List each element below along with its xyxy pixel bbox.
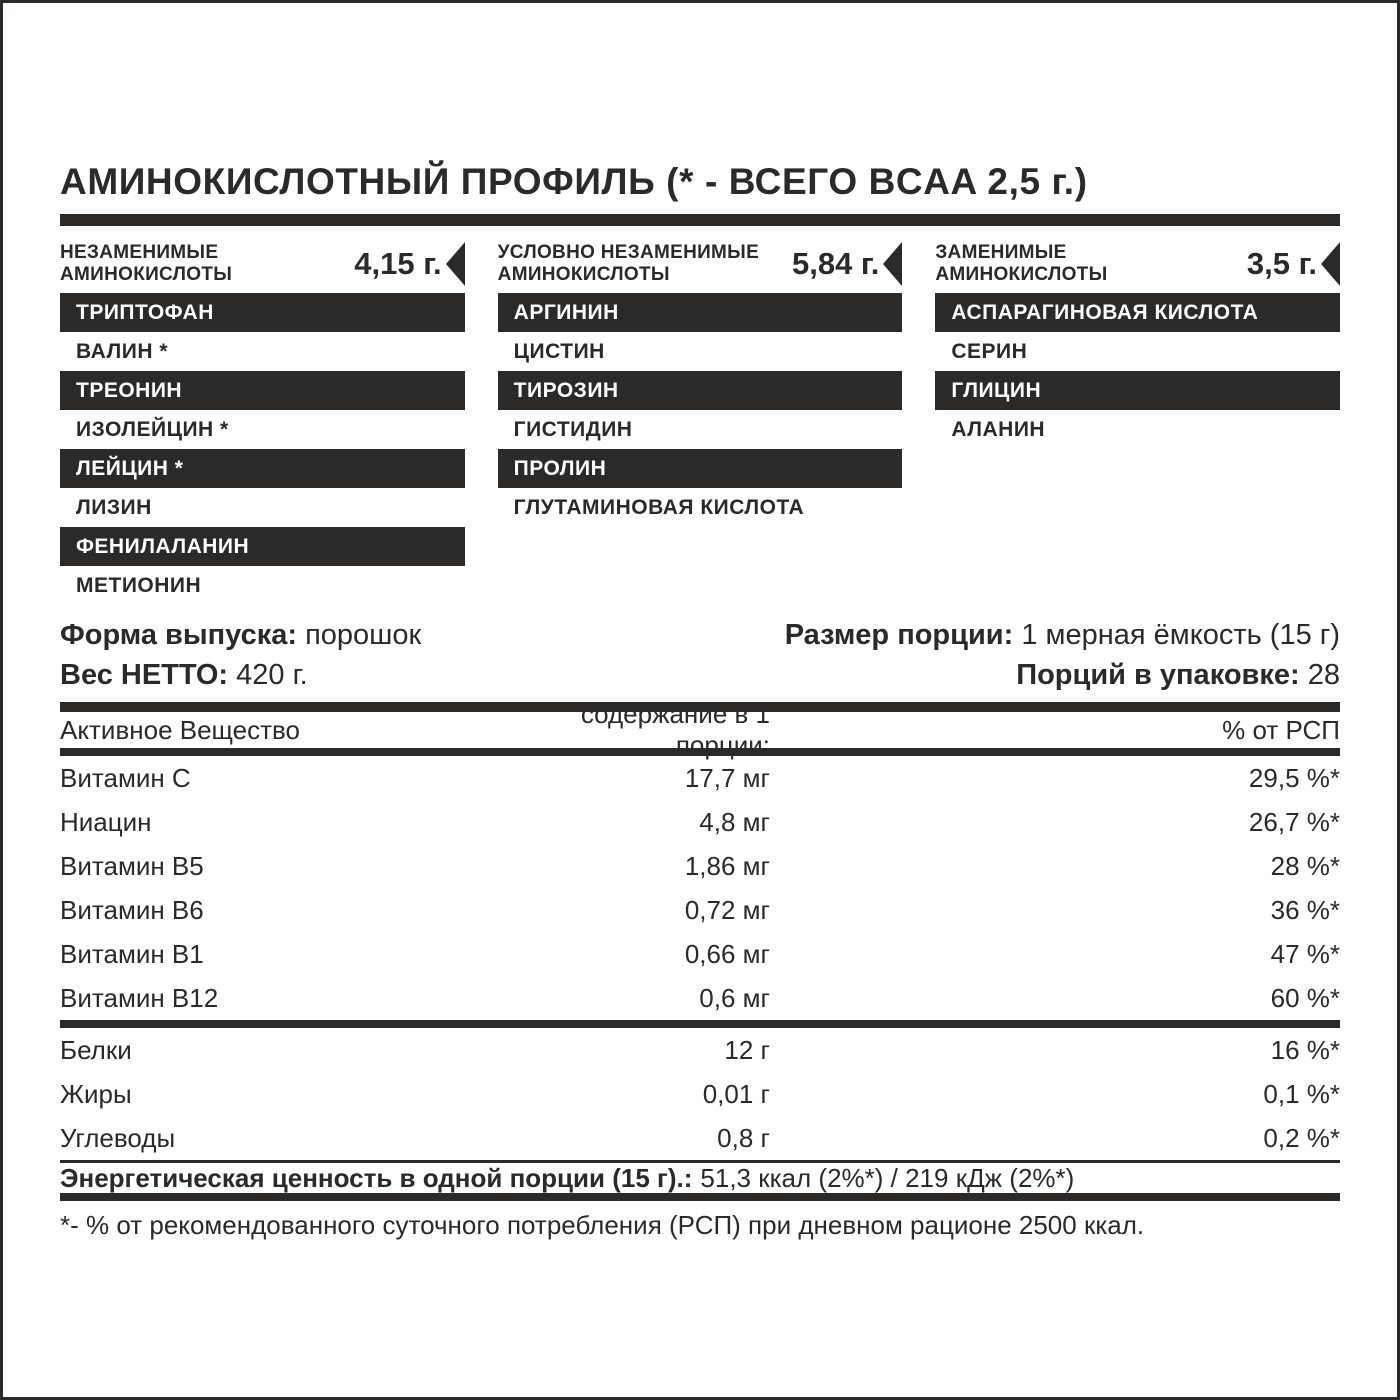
amino-item bbox=[498, 293, 903, 332]
net-weight-value: 420 г. bbox=[236, 659, 308, 691]
column-title bbox=[935, 242, 1107, 286]
amino-item-label: ИЗОЛЕЙЦИН * bbox=[76, 417, 229, 441]
column-title-line2: АМИНОКИСЛОТЫ bbox=[497, 263, 670, 285]
row-value: 4,8 мг bbox=[699, 806, 770, 837]
serving-size-label: Размер порции: bbox=[784, 619, 1014, 651]
amino-item-label: ГИСТИДИН bbox=[513, 417, 633, 441]
amino-item-label: ЛИЗИН bbox=[76, 495, 152, 519]
row-name: Ниацин bbox=[60, 806, 152, 837]
row-value: 0,6 мг bbox=[699, 982, 770, 1013]
column-total bbox=[792, 242, 902, 286]
amino-item bbox=[498, 410, 903, 449]
row-percent: 0,2 %* bbox=[1263, 1122, 1340, 1153]
amino-item bbox=[935, 410, 1340, 449]
column-total-amount: 4,15 г. bbox=[354, 245, 442, 281]
column-header bbox=[935, 234, 1340, 293]
amino-item bbox=[498, 488, 903, 527]
row-value: 1,86 мг bbox=[684, 850, 770, 881]
row-value: 0,8 г bbox=[717, 1122, 770, 1153]
amino-item bbox=[60, 488, 465, 527]
amino-item-label: ГЛУТАМИНОВАЯ КИСЛОТА bbox=[513, 495, 805, 519]
row-percent: 60 %* bbox=[1270, 982, 1340, 1013]
amino-item-label: ТРЕОНИН bbox=[76, 378, 183, 402]
column-title-line1: ЗАМЕНИМЫЕ bbox=[935, 241, 1067, 263]
release-form-label: Форма выпуска: bbox=[60, 619, 297, 651]
amino-item-label: ТРИПТОФАН bbox=[76, 300, 214, 324]
page-title: АМИНОКИСЛОТНЫЙ ПРОФИЛЬ (* - ВСЕГО BCAA 2,5 г.) bbox=[60, 161, 1088, 202]
amino-profile-section bbox=[60, 234, 1340, 605]
row-percent: 47 %* bbox=[1270, 938, 1340, 969]
amino-item-label: ГЛИЦИН bbox=[951, 378, 1042, 402]
table-row bbox=[60, 1028, 1340, 1072]
amino-item-label: ВАЛИН * bbox=[76, 339, 169, 363]
row-value: 0,72 мг bbox=[684, 894, 770, 925]
servings-count-line bbox=[785, 655, 1340, 695]
table-row bbox=[60, 1116, 1340, 1160]
amino-item-label: АРГИНИН bbox=[513, 300, 619, 324]
header-active-substance: Активное Вещество bbox=[60, 714, 301, 745]
amino-item bbox=[60, 527, 465, 566]
column-header bbox=[60, 234, 465, 293]
amino-item-label: МЕТИОНИН bbox=[76, 573, 202, 597]
table-row bbox=[60, 800, 1340, 844]
amino-item bbox=[935, 371, 1340, 410]
row-percent: 36 %* bbox=[1270, 894, 1340, 925]
header-rsp-percent: % от РСП bbox=[1222, 714, 1340, 745]
serving-size-line bbox=[785, 615, 1340, 655]
column-total-amount: 3,5 г. bbox=[1246, 245, 1318, 281]
product-meta-right bbox=[785, 615, 1340, 695]
table-row bbox=[60, 932, 1340, 976]
row-percent: 28 %* bbox=[1270, 850, 1340, 881]
row-value: 17,7 мг bbox=[684, 762, 770, 793]
row-percent: 0,1 %* bbox=[1263, 1078, 1340, 1109]
row-name: Белки bbox=[60, 1034, 132, 1065]
row-percent: 29,5 %* bbox=[1248, 762, 1340, 793]
product-meta-left bbox=[60, 615, 421, 695]
energy-label: Энергетическая ценность в одной порции (15 г).: bbox=[60, 1162, 693, 1193]
column-title-line2: АМИНОКИСЛОТЫ bbox=[60, 263, 233, 285]
net-weight-line bbox=[60, 655, 421, 695]
column-title bbox=[498, 242, 759, 286]
table-row bbox=[60, 888, 1340, 932]
column-total-amount: 5,84 г. bbox=[791, 245, 880, 281]
title-divider-bar bbox=[60, 214, 1340, 226]
table-bottom-bar bbox=[60, 1193, 1340, 1201]
amino-item-label: ЦИСТИН bbox=[513, 339, 605, 363]
row-name: Витамин B1 bbox=[60, 938, 204, 969]
serving-size-value: 1 мерная ёмкость (15 г) bbox=[1021, 619, 1340, 651]
servings-count-value: 28 bbox=[1307, 659, 1340, 691]
amino-item-label: ФЕНИЛАЛАНИН bbox=[76, 534, 250, 558]
amino-item bbox=[498, 449, 903, 488]
amino-column-conditional bbox=[498, 234, 903, 605]
amino-column-nonessential bbox=[935, 234, 1340, 605]
table-header-row bbox=[60, 699, 1340, 760]
amino-item bbox=[60, 449, 465, 488]
label-content bbox=[3, 159, 1397, 1241]
table-row bbox=[60, 844, 1340, 888]
amino-item bbox=[935, 293, 1340, 332]
servings-count-label: Порций в упаковке: bbox=[1016, 659, 1300, 691]
amino-item-label: АСПАРАГИНОВАЯ КИСЛОТА bbox=[951, 300, 1259, 324]
column-title bbox=[60, 242, 232, 286]
row-name: Витамин C bbox=[60, 762, 191, 793]
release-form-line bbox=[60, 615, 421, 655]
amino-item bbox=[60, 293, 465, 332]
column-total bbox=[354, 242, 464, 286]
row-name: Витамин B5 bbox=[60, 850, 204, 881]
table-row bbox=[60, 1072, 1340, 1116]
release-form-value: порошок bbox=[305, 619, 422, 651]
net-weight-label: Вес НЕТТО: bbox=[60, 659, 229, 691]
column-title-line1: НЕЗАМЕНИМЫЕ bbox=[60, 241, 219, 263]
column-title-line2: АМИНОКИСЛОТЫ bbox=[935, 263, 1108, 285]
row-name: Витамин B12 bbox=[60, 982, 219, 1013]
triangle-left-icon bbox=[446, 242, 465, 286]
amino-item bbox=[60, 410, 465, 449]
amino-column-essential bbox=[60, 234, 465, 605]
row-value: 0,66 мг bbox=[684, 938, 770, 969]
amino-item bbox=[60, 332, 465, 371]
energy-value: 51,3 ккал (2%*) / 219 кДж (2%*) bbox=[700, 1162, 1075, 1193]
nutrition-table bbox=[60, 699, 1340, 1241]
row-name: Углеводы bbox=[60, 1122, 176, 1153]
table-row bbox=[60, 756, 1340, 800]
row-percent: 16 %* bbox=[1270, 1034, 1340, 1065]
amino-item-label: СЕРИН bbox=[951, 339, 1028, 363]
product-meta-section bbox=[60, 615, 1340, 695]
row-value: 0,01 г bbox=[702, 1078, 770, 1109]
table-section-divider-bar bbox=[60, 1020, 1340, 1028]
rsp-footnote: *- % от рекомендованного суточного потребления (РСП) при дневном рационе 2500 ккал. bbox=[60, 1210, 1145, 1240]
amino-item bbox=[60, 371, 465, 410]
row-percent: 26,7 %* bbox=[1248, 806, 1340, 837]
column-title-line1: УСЛОВНО НЕЗАМЕНИМЫЕ bbox=[497, 241, 760, 263]
triangle-left-icon bbox=[1321, 242, 1340, 286]
row-value: 12 г bbox=[724, 1034, 770, 1065]
amino-item-label: ТИРОЗИН bbox=[513, 378, 619, 402]
column-total bbox=[1247, 242, 1340, 286]
amino-item-label: АЛАНИН bbox=[951, 417, 1046, 441]
energy-line bbox=[60, 1163, 1340, 1193]
header-per-serving: содержание в 1 порции: bbox=[580, 699, 770, 760]
amino-item-label: ПРОЛИН bbox=[513, 456, 607, 480]
amino-item bbox=[498, 332, 903, 371]
row-name: Витамин B6 bbox=[60, 894, 204, 925]
amino-item-label: ЛЕЙЦИН * bbox=[76, 456, 184, 480]
table-row bbox=[60, 976, 1340, 1020]
row-name: Жиры bbox=[60, 1078, 132, 1109]
amino-item bbox=[498, 371, 903, 410]
amino-item bbox=[60, 566, 465, 605]
triangle-left-icon bbox=[883, 242, 902, 286]
amino-item bbox=[935, 332, 1340, 371]
column-header bbox=[498, 234, 903, 293]
